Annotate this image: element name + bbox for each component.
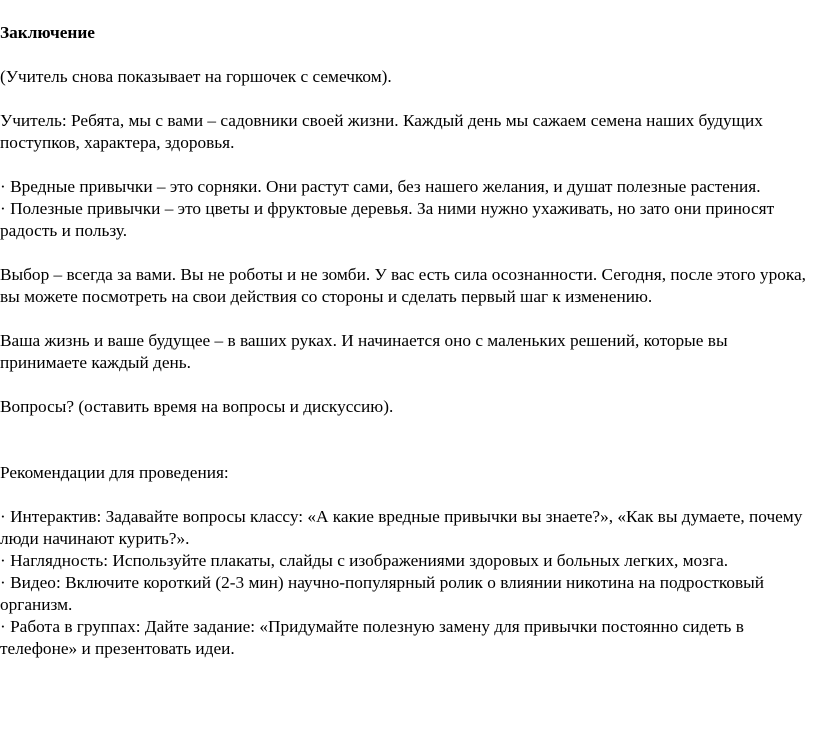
bullet-interactive: · Интерактив: Задавайте вопросы классу: «А какие вредные привычки вы знаете?», «Как вы думаете, почему люди начинают курить?».: [0, 507, 803, 548]
spacer: [0, 484, 816, 506]
choice-paragraph: Выбор – всегда за вами. Вы не роботы и не зомби. У вас есть сила осознанности. Сегодня, после этого урока, вы можете посмотреть на свои действия со стороны и сделать первый шаг к изменению.: [0, 265, 806, 306]
spacer: [0, 418, 816, 462]
spacer: [0, 242, 816, 264]
bullet-visual: · Наглядность: Используйте плакаты, слайды с изображениями здоровых и больных легких, мозга.: [0, 551, 729, 570]
questions-paragraph: Вопросы? (оставить время на вопросы и дискуссию).: [0, 397, 394, 416]
spacer: [0, 374, 816, 396]
teacher-paragraph: Учитель: Ребята, мы с вами – садовники своей жизни. Каждый день мы сажаем семена наших будущих поступков, характера, здоровья.: [0, 111, 763, 152]
bullet-good-habits: · Полезные привычки – это цветы и фруктовые деревья. За ними нужно ухаживать, но зато они приносят радость и пользу.: [0, 199, 775, 240]
bullet-bad-habits: · Вредные привычки – это сорняки. Они растут сами, без нашего желания, и душат полезные растения.: [0, 177, 761, 196]
bullet-video: · Видео: Включите короткий (2-3 мин) научно-популярный ролик о влиянии никотина на подростковый организм.: [0, 573, 765, 614]
intro-paragraph: (Учитель снова показывает на горшочек с семечком).: [0, 67, 392, 86]
bullet-group-work: · Работа в группах: Дайте задание: «Придумайте полезную замену для привычки постоянно сидеть в телефоне» и презентовать идеи.: [0, 617, 744, 658]
spacer: [0, 88, 816, 110]
spacer: [0, 44, 816, 66]
section-heading: Заключение: [0, 23, 95, 42]
document-page: [0, 22, 816, 660]
spacer: [0, 308, 816, 330]
spacer: [0, 154, 816, 176]
recommendations-title: Рекомендации для проведения:: [0, 463, 229, 482]
future-paragraph: Ваша жизнь и ваше будущее – в ваших руках. И начинается оно с маленьких решений, которые вы принимаете каждый день.: [0, 331, 728, 372]
